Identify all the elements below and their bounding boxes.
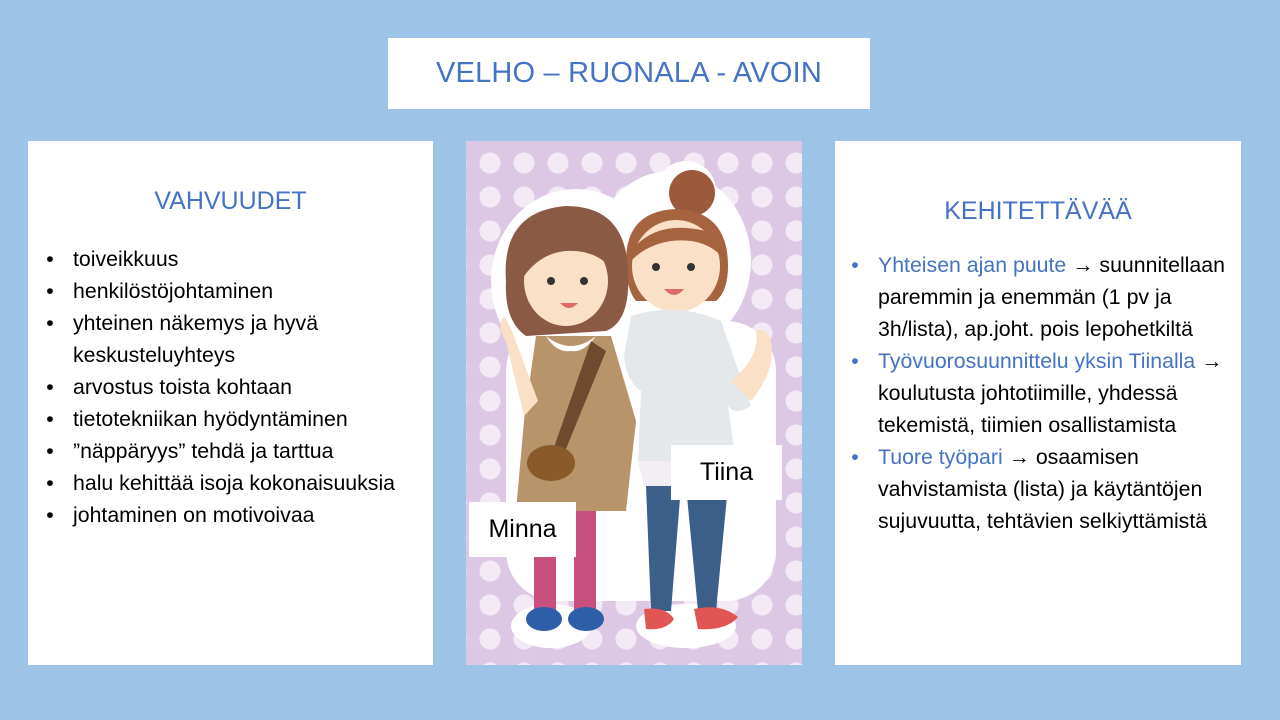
minna-label: Minna — [469, 502, 576, 557]
bullet-icon: • — [46, 439, 54, 463]
bullet-icon: • — [46, 471, 54, 495]
slide-title: VELHO – RUONALA - AVOIN — [388, 38, 870, 109]
list-item: • yhteinen näkemys ja hyvä keskusteluyhteys — [40, 307, 425, 371]
arrow-icon: → — [1201, 349, 1223, 373]
strengths-card — [28, 141, 433, 665]
list-item: • johtaminen on motivoivaa — [40, 499, 425, 531]
list-item: • ”näppäryys” tehdä ja tarttua — [40, 435, 425, 467]
improvement-action: koulutusta johtotiimille, yhdessä tekemistä, tiimien osallistamista — [878, 381, 1178, 437]
bullet-icon: • — [46, 407, 54, 431]
improvements-heading: KEHITETTÄVÄÄ — [944, 197, 1132, 225]
list-item: • tietotekniikan hyödyntäminen — [40, 403, 425, 435]
improvements-card — [835, 141, 1241, 665]
list-item: • arvostus toista kohtaan — [40, 371, 425, 403]
bullet-icon: • — [46, 375, 54, 399]
strengths-heading: VAHVUUDET — [154, 187, 307, 215]
list-item — [845, 249, 1235, 345]
bullet-icon: • — [46, 279, 54, 303]
list-item — [845, 345, 1235, 441]
improvement-action: suunnitellaan paremmin ja enemmän (1 pv ja 3h/lista), ap.joht. pois lepohetkiltä — [878, 253, 1225, 341]
arrow-icon: → — [1008, 445, 1030, 469]
illustration-panel — [466, 141, 802, 665]
arrow-icon: → — [1072, 253, 1094, 277]
bullet-icon: • — [46, 503, 54, 527]
improvement-issue: Työvuorosuunnittelu yksin Tiinalla — [878, 349, 1196, 373]
bullet-icon: • — [46, 311, 54, 335]
bullet-icon: • — [851, 253, 859, 277]
improvement-issue: Yhteisen ajan puute — [878, 253, 1067, 277]
list-item: • toiveikkuus — [40, 243, 425, 275]
tiina-label: Tiina — [671, 445, 782, 500]
improvements-list — [845, 249, 1235, 537]
list-item — [845, 441, 1235, 537]
improvement-issue: Tuore työpari — [878, 445, 1003, 469]
two-women-illustration — [466, 141, 802, 665]
bullet-icon: • — [851, 349, 859, 373]
strengths-list — [40, 243, 425, 531]
bullet-icon: • — [46, 247, 54, 271]
improvement-action: osaamisen vahvistamista (lista) ja käytäntöjen sujuvuutta, tehtävien selkiyttämistä — [878, 445, 1208, 533]
list-item: • halu kehittää isoja kokonaisuuksia — [40, 467, 425, 499]
list-item: • henkilöstöjohtaminen — [40, 275, 425, 307]
bullet-icon: • — [851, 445, 859, 469]
